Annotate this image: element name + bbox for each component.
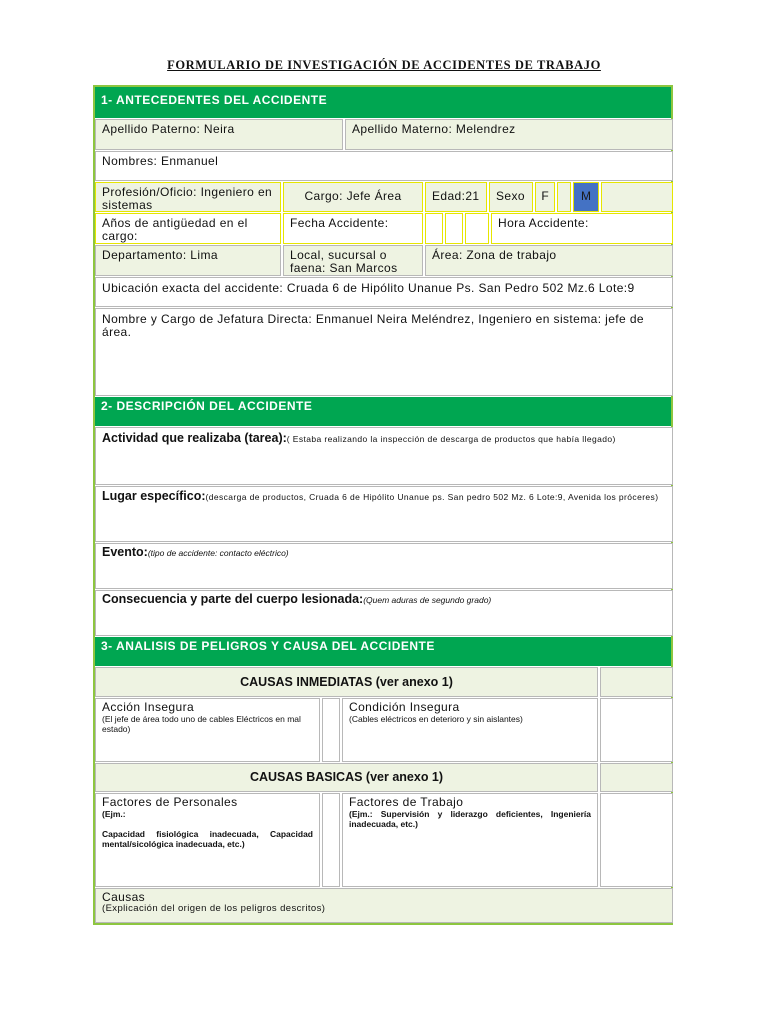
sexo-label: Sexo <box>489 182 533 212</box>
ubicacion-field[interactable]: Ubicación exacta del accidente: Cruada 6 de Hipólito Unanue Ps. San Pedro 502 Mz.6 Lote:9 <box>95 277 673 307</box>
actividad-field[interactable] <box>95 427 673 485</box>
condicion-insegura-label: Condición Insegura <box>349 700 460 714</box>
fecha-day-box[interactable] <box>425 213 443 244</box>
area-field[interactable]: Área: Zona de trabajo <box>425 245 673 276</box>
form-title: FORMULARIO DE INVESTIGACIÓN DE ACCIDENTES DE TRABAJO <box>167 58 601 72</box>
causas-label: Causas <box>102 890 146 904</box>
lugar-value: (descarga de productos, Cruada 6 de Hipólito Unanue ps. San pedro 502 Mz. 6 Lote:9, Avenida los próceres) <box>205 492 659 502</box>
causas-basicas-header: CAUSAS BASICAS (ver anexo 1) <box>95 763 598 792</box>
actividad-label: Actividad que realizaba (tarea): <box>102 431 287 445</box>
accion-insegura-check[interactable] <box>322 698 340 762</box>
lugar-field[interactable] <box>95 486 673 542</box>
lugar-label: Lugar específico: <box>102 489 206 503</box>
factores-personales-check[interactable] <box>322 793 340 887</box>
factores-personales-label: Factores de Personales <box>102 795 238 809</box>
edad-field[interactable]: Edad:21 <box>425 182 487 212</box>
factores-personales-value: Capacidad fisiológica inadecuada, Capacidad mental/sicológica inadecuada, etc.) <box>102 829 313 849</box>
causas-field[interactable] <box>95 888 673 923</box>
jefatura-field[interactable]: Nombre y Cargo de Jefatura Directa: Enmanuel Neira Meléndrez, Ingeniero en sistema: jefe de área. <box>95 308 673 396</box>
section2-header: 2- DESCRIPCIÓN DEL ACCIDENTE <box>95 397 671 426</box>
factores-trabajo-field[interactable] <box>342 793 598 887</box>
fecha-year-box[interactable] <box>465 213 489 244</box>
sexo-option-f[interactable]: F <box>535 182 555 212</box>
evento-field[interactable] <box>95 543 673 589</box>
apellido-paterno-field[interactable]: Apellido Paterno: Neira <box>95 119 343 150</box>
consecuencia-label: Consecuencia y parte del cuerpo lesionada: <box>102 592 364 606</box>
condicion-insegura-value: (Cables eléctricos en deterioro y sin aislantes) <box>349 714 523 724</box>
antiguedad-field[interactable]: Años de antigüedad en el cargo: <box>95 213 281 244</box>
fecha-month-box[interactable] <box>445 213 463 244</box>
cargo-field[interactable]: Cargo: Jefe Área <box>283 182 423 212</box>
profesion-field[interactable]: Profesión/Oficio: Ingeniero en sistemas <box>95 182 281 212</box>
section1-header: 1- ANTECEDENTES DEL ACCIDENTE <box>95 87 671 118</box>
hora-accidente-field[interactable]: Hora Accidente: <box>491 213 673 244</box>
causas-basicas-extra <box>600 763 673 792</box>
factores-trabajo-value: (Ejm.: Supervisión y liderazgo deficientes, Ingeniería inadecuada, etc.) <box>349 809 591 829</box>
sexo-option-m[interactable]: M <box>573 182 599 212</box>
apellido-materno-field[interactable]: Apellido Materno: Melendrez <box>345 119 673 150</box>
factores-personales-field[interactable] <box>95 793 320 887</box>
causas-inmediatas-header: CAUSAS INMEDIATAS (ver anexo 1) <box>95 667 598 697</box>
sexo-f-box[interactable] <box>557 182 571 212</box>
accion-insegura-value: (El jefe de área todo uno de cables Eléctricos en mal estado) <box>102 714 301 734</box>
local-field[interactable]: Local, sucursal o faena: San Marcos <box>283 245 423 276</box>
factores-trabajo-label: Factores de Trabajo <box>349 795 464 809</box>
accion-insegura-field[interactable] <box>95 698 320 762</box>
condicion-insegura-check[interactable] <box>600 698 673 762</box>
factores-personales-ej: (Ejm.: <box>102 809 126 819</box>
factores-trabajo-check[interactable] <box>600 793 673 887</box>
section3-header: 3- ANALISIS DE PELIGROS Y CAUSA DEL ACCIDENTE <box>95 637 671 666</box>
fecha-accidente-field[interactable]: Fecha Accidente: <box>283 213 423 244</box>
actividad-value: ( Estaba realizando la inspección de descarga de productos que había llegado) <box>286 434 616 444</box>
consecuencia-field[interactable] <box>95 590 673 636</box>
consecuencia-value: (Quem aduras de segundo grado) <box>363 595 492 605</box>
sexo-m-box[interactable] <box>601 182 673 212</box>
evento-label: Evento: <box>102 545 148 559</box>
evento-value: (tipo de accidente: contacto eléctrico) <box>147 548 289 558</box>
departamento-field[interactable]: Departamento: Lima <box>95 245 281 276</box>
condicion-insegura-field[interactable] <box>342 698 598 762</box>
accion-insegura-label: Acción Insegura <box>102 700 195 714</box>
causas-value: (Explicación del origen de los peligros descritos) <box>102 903 326 914</box>
nombres-field[interactable]: Nombres: Enmanuel <box>95 151 673 181</box>
causas-inmediatas-extra <box>600 667 673 697</box>
